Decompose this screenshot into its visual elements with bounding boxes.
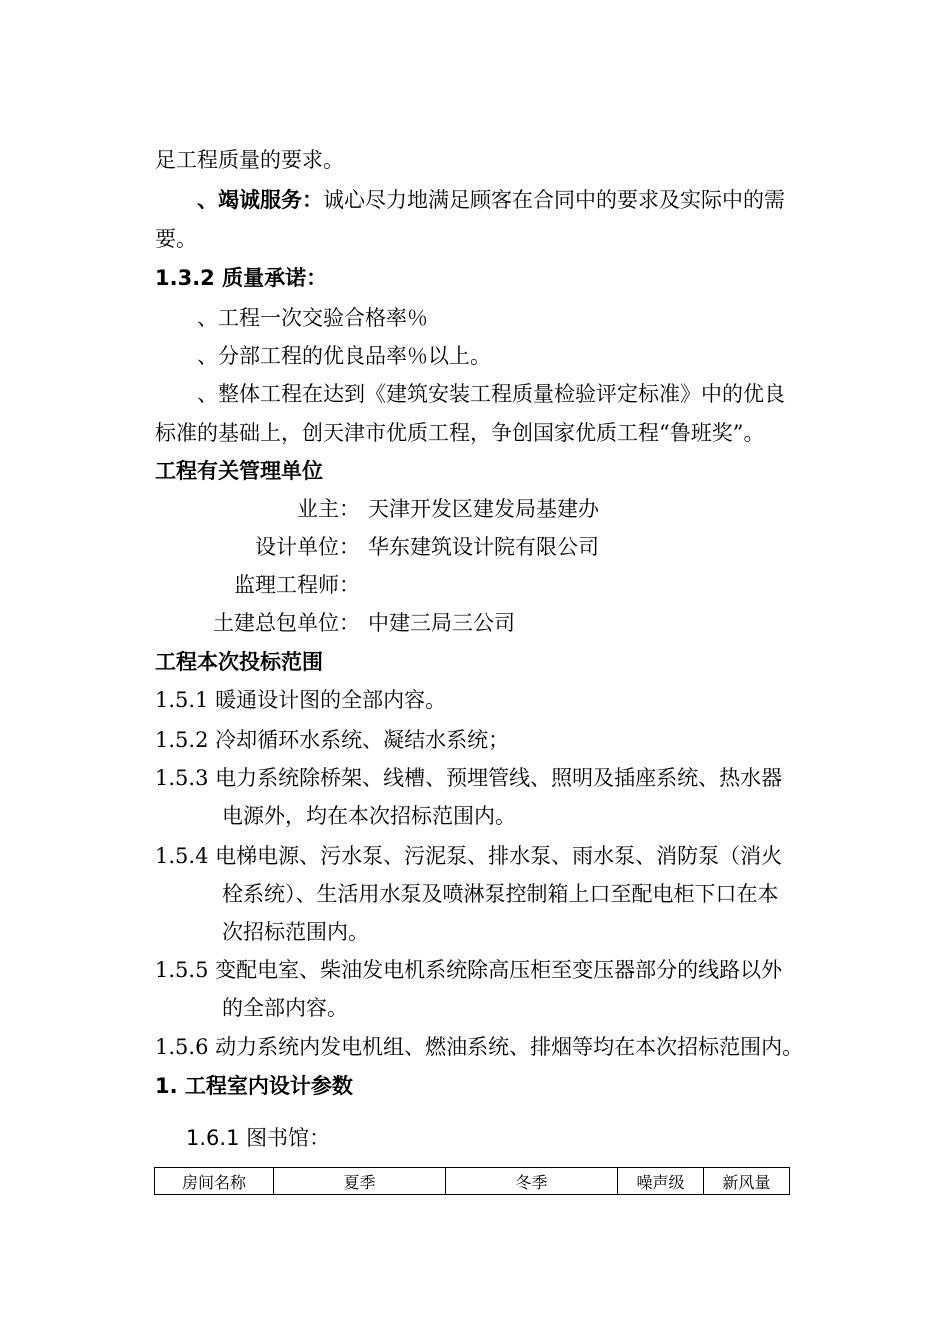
commitment-3-cont: 标准的基础上，创天津市优质工程，争创国家优质工程“鲁班奖”。 (155, 421, 765, 445)
org-value: 华东建筑设计院有限公司 (368, 535, 599, 559)
scope-item-3: 1.5.3 电力系统除桥架、线槽、预埋管线、照明及插座系统、热水器 (155, 766, 783, 790)
col-noise: 噪声级 (618, 1168, 704, 1195)
org-label: 监理工程师： (234, 573, 360, 597)
scope-item-3-cont: 电源外，均在本次招标范围内。 (222, 804, 516, 828)
heading-quality-commitment: 1.3.2 质量承诺： (155, 266, 328, 290)
commitment-2: 、分部工程的优良品率％以上。 (197, 344, 491, 368)
scope-item-4-cont1: 栓系统）、生活用水泵及喷淋泵控制箱上口至配电柜下口在本 (222, 882, 779, 906)
org-value: 中建三局三公司 (368, 611, 515, 635)
heading-design-params: 1. 工程室内设计参数 (155, 1074, 353, 1098)
paragraph-quality-end: 足工程质量的要求。 (155, 148, 344, 172)
service-title: 、竭诚服务： (197, 188, 323, 212)
commitment-1: 、工程一次交验合格率％ (197, 306, 428, 330)
scope-item-5-cont: 的全部内容。 (222, 996, 348, 1020)
col-fresh-air: 新风量 (704, 1168, 790, 1195)
table-header-row (155, 1168, 790, 1195)
col-room-name: 房间名称 (155, 1168, 274, 1195)
scope-item-4: 1.5.4 电梯电源、污水泵、污泥泵、排水泵、雨水泵、消防泵（消火 (155, 844, 783, 868)
service-text: 诚心尽力地满足顾客在合同中的要求及实际中的需 (323, 188, 785, 212)
heading-bid-scope: 工程本次投标范围 (155, 650, 323, 674)
design-params-table (154, 1167, 790, 1195)
org-value: 天津开发区建发局基建办 (368, 497, 599, 521)
org-label: 设计单位： (255, 535, 360, 559)
heading-management-units: 工程有关管理单位 (155, 459, 323, 483)
scope-item-4-cont2: 次招标范围内。 (222, 920, 369, 944)
commitment-3: 、整体工程在达到《建筑安装工程质量检验评定标准》中的优良 (197, 382, 785, 406)
paragraph-service-cont: 要。 (155, 227, 197, 251)
scope-item-6: 1.5.6 动力系统内发电机组、燃油系统、排烟等均在本次招标范围内。 (155, 1035, 804, 1059)
col-summer: 夏季 (274, 1168, 446, 1195)
org-label: 土建总包单位： (213, 611, 360, 635)
paragraph-service (197, 186, 785, 214)
col-winter: 冬季 (446, 1168, 618, 1195)
org-label: 业主： (297, 497, 360, 521)
scope-item-2: 1.5.2 冷却循环水系统、凝结水系统； (155, 728, 510, 752)
scope-item-5: 1.5.5 变配电室、柴油发电机系统除高压柜至变压器部分的线路以外 (155, 958, 783, 982)
scope-item-1: 1.5.1 暖通设计图的全部内容。 (155, 688, 447, 712)
subheading-library: 1.6.1 图书馆： (186, 1126, 331, 1150)
